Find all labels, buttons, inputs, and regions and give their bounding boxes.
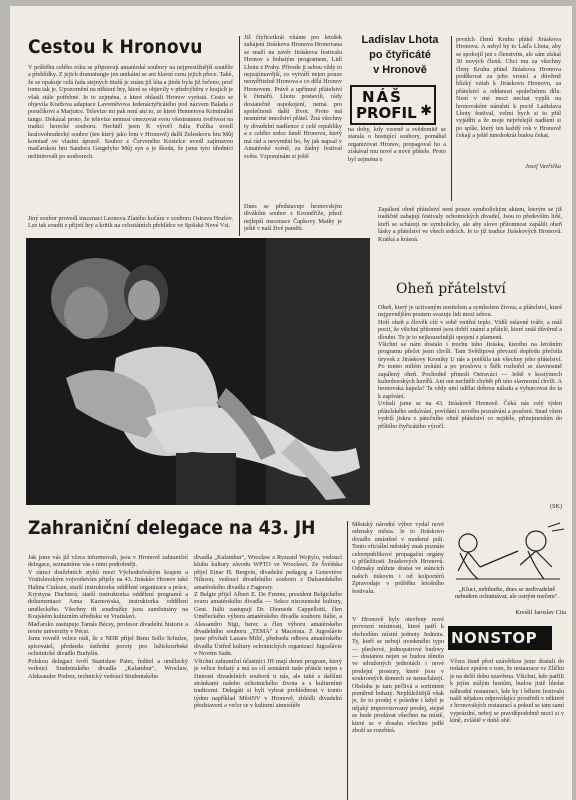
star-icon: ✱ <box>420 103 432 119</box>
vertical-divider-1 <box>239 36 240 236</box>
fire-intro: Zapálení ohně přátelství není pouze symbolickým aktem, kterým se již tradičně zahajují festivaly ochotnických divadel, Jsou to především lidé, kteří se scházejí ne symbolicky, ale aby slovo přítomnost zapálili oheň lásky a přátelství ve všech srdcích. Je to již tradice Jiráskových Hronovů. Krátká a krásná. <box>378 206 562 243</box>
article-title-cestou: Cestou k Hronovu <box>28 36 203 58</box>
profile-location: v Hronově <box>373 64 427 76</box>
article1-col3: Již čtyřicetkrát vítáme pro letošek zahájení Jiráskova Hronova Hronovana se snaží na závěr Jiráskova festivalu Hronov s bohatým programem, Lidí Lhotu z Prahy. Přivede ji sebou vždy to nejzajímavější, co vytváří nejen pouze neuvěřitelně Hronova a co dělá Hronov Hronovem. Právě a upřímné přátelství k čtenářů. Lhotu postavili, rády dostatečně uspokojení, nemá pro společnosti další život. Proto má nesmírné množství přátel. Žná všechny ty divadelní nadšence z celé republiky a z celého srdce fandí Hronovu, který má rád a nevymění ho, by jak napsal v Amatérské scéně, za žádný festival světa. Vzpomínám si ještě <box>244 34 342 160</box>
logo-line1: NÁŠ <box>362 88 403 106</box>
profile-subtitle: po čtyřicáté <box>369 49 431 61</box>
fire-signature: (SK) <box>549 503 562 510</box>
theatre-photo <box>26 238 370 505</box>
delegation-col2: divadla „Kalambur", Wrocław a Ryszard Wojtylo, vedoucí klubu kultury závodu WPTO ve Wrocławi. Ze Švédska přijel Einar H. Bergvin, divadelní pedagog a Geneviève Nilsson, vedoucí divadelního souboru z Dalsandského amatérského divadla z Fagersty. Z Belgie přijel Albert E. De Frenne, president Belgického svazu amatérského divadla — Sekce nizozemské kultury, Gent. Itálii zastupují Dr. Diomede Cappellotti, člen Uměleckého výboru amatérského divadla souboru Itálie, a Alessandro Nigi, herec a člen výboru amatérského divadelního souboru „TEMA" z Macerata. Z Jugoslávie jsme přivítali Lazara Milić, předsedu odboru amatérského divadla Ústřed kultury ochotnických organizací Jugoslávie v Novém Sadu. Všichni zahraniční účastníci JH mají denní program, který je velice bohatý a má za cíl seznámit naše přátele nejen s činností divadelních souborů u nás, ale také s dalšími stránkami našeho ochotnického života a s kulturními tradicemi. Delegáti si byli vybrat prohlédnout v tomto týdnu například MěstNV v Hronově, zhlédli divadelní představení a večer se v kulturní atmosféře <box>194 554 342 710</box>
fire-title: Oheň přátelství <box>396 281 506 297</box>
nonstop-logo <box>448 626 552 650</box>
article1-col2: Jiný soubor provedl inscenaci Leonova Zlatého kočáru v souboru Ostrava Hrušov. Lze tak soudit z přijetí hry a kritik na celostátních přehlídce ve Spišské Nové Vsi. <box>28 215 233 230</box>
profile-name: Ladislav Lhota <box>361 34 439 46</box>
photo-image <box>26 238 370 505</box>
nonstop-text: Včera tisně před uzávěrkou jsme dostali do redakce zprávu o tom, že restaurace ve Zlíčku je na delší dobu uzavřena. Všichni, kdo patřili k jejím stálým hostům, budou jistě hledat náhradní restauraci, kde by i během festivalu našli nějakou odpovídající prostředí v některé z hronovských restaurací a pokud se tam samí vyprázdní, neboj se pravděpodobně moci si v kině, zvláště v době obě. <box>450 658 564 725</box>
article1-col3b: Dnes se představuje hronovským divákům soubor z Kroměříže, jehož nejlepší inscenace Čapkovy Matky je ještě v naší živé paměti. <box>244 203 342 233</box>
profile-text-right: prvních členů Kruhu přátel Jiráskova Hronova. A nebyl by to Láďa Lhota, aby se spokojil jen s členstvím, ale sám získal 30 nových členů. Chci mu za všechny členy Kruhu přátel Jiráskova Hronova poděkovat za jeho vroucí a důvěrně blízký vztah k Jiráskovu Hronovu, za přátelství a oddanost společnému dílu. Není v mé moci nechat vyplít na hronovském náměstí k poctě Ladislava Lhoty festival, velmi bych si to přál vyjádřit a že moje nejvřelejší nadšení si po spíše, který ten každý rok v Hronově čekají a ještě mnohokrát budou čekat. <box>456 36 561 140</box>
delegation-title: Zahraniční delegace na 43. JH <box>28 517 316 539</box>
nas-profil-logo <box>350 85 436 125</box>
article1-col1: V průběhu celého roku se připravují amatérské soubory na nejprestižnější soutěže a přehlídky. Z jejich dramaturgie jen unikátní se ani hlavní cenu jejich přece. Také, že se opakuje celá řada stejných titulů je znám již léta a jinde byla již řečeno, proč tomu tak je. Upozornění na některé hry, které se objevily v předvýběru v krajích je však stále potřebné. Je to zejména, z které ohlasili Hronov vyrůstá. Cesto se objevila Kraftova adaptace Lavreněvova Jedenáctyřicátého pod názvem Balada o poručíkovi a Marjutce. Televize mi pak není ani to, ze které Hennetova Kriminální tango. Dokázal proto, že televize nemusí omezovat svou všestrannou tvořivost na tradici herecké souboru. Nechtěl jsem K výročí Julia Fučíka uvedl kralovohradecký soubor (ten který jako loni v Hronově) další Zelenkovu hru Můj komisař ve vlastní úpravě. Soubor z Červeného Kostelce uvedl zajímavou maďarskou hru Sandora Gergelyho Můj syn a je škoda, že jsme tyto úředníci nežinirovali po souborech. <box>28 64 233 160</box>
fire-text: Oheň, který je uctivaným nositelem a symbolem života, a přátelství, které nejpevnějším poutem svazuje lidi mezi sebou. Hoří oheň a člověk cítí v sobě vnitřní teplo. Vidíš oslavné tváře, a máš pocit, že všichni přítomní jsou dobří známí a přátelé, které znáš důvěrně a dlouho. To je to nejkouzelnější opojení z plamenů. Všichni se nám dostalo i trochu toho Jiráska, kterého na letošním programu přečet jsem chvíli. Tam Světlipová převzetí dopředu přečetla úryvek z Jiráskovy Kroniky U nás a potěšila tak všechny jeho přátelství. Po tomto milém uvítání a po proslovu s Štěk rozhořel se slavnostně zapálený oheň. Pochodně přinesli Ostraváci — Ještě v kostýmech kulnohorských havířů. Ani oni nechtěli chybět při této slavnostní chvíli. A hronovská kapela? Ta vždy umí udělat dobrou náladu a vyburcovat do ta k zapívání. Uvítali jsme se na 43. Jiráskově Hronově. Čeká nás celý týden přátelského setkávání, povídání i nového poznávání a poučení. Snad všem vydrží jiskra z pátečního ohně přátelství co nejdéle, přinejmenším do příštího čtyřicátého výročí. <box>378 304 562 430</box>
profile-text-left: na doby, kdy vzorně a svědomitě se starala o hostující soubory, pomáhal organizovat Hronov, propagoval ho a získával mu nové a nové přátele. Proto byl zejména z <box>348 126 446 163</box>
delegation-col1: Jak jsme vás již včera informovali, jsou v Hronově zahraniční delegace, seznamíme vás s nimi podrobněji. V rámci družebních styků mezi Východočeským krajem a Vratislavským vojvodstvím přijely na 43. Jiráskův Hronov také Halina Ciuksze, starší instruktorka oddělení organizace a práce, Krystyna Duchterá, starší instruktorka oddělení programů a dokumentace Anna Kaznowská, instruktorka oddělení uměleckého. Všechny tři soudružky jsou zaměstnány na Krajském kulturním středisku ve Vratislavi. Maďarsko zastupuje Tamás Bécsy, profesor divadelní historie a teorie univerzity v Pécsi. Jsme rovněž velice rádi, že z NDR přijel Benu Sollo Schulze, spisovatel, předseda ústřední poroty pro lužickosrbské ochotnické divadlo Budyšín. Polskou delegaci tvoří Stanisław Pater, ředitel a umělecký vedoucí Studentského divadla „Kalambur", Wrocław, Aleksander Podrez, technický vedoucí Studentského <box>28 554 188 680</box>
profile-signature: Josef Vavřička <box>525 163 561 170</box>
cartoon-illustration <box>448 521 566 583</box>
logo-line2: PROFIL <box>356 104 417 122</box>
vertical-divider-3 <box>347 521 348 800</box>
vertical-divider-2 <box>451 36 452 201</box>
mid-bottom-col2: V Hronově byly otevřeny nové provozní místnosti, které patří k obchodům místní jednoty Jednota. Ty, kteří se nebojí uvedeného typu — plechové, jednopatrové budovy — dostanou nejen se budou těmito ve sdružených jednotách i nové prodejní prostory, které jsou v soukromých domech se nenacházejí. Obsluha je tam pečlivá a sortiment poměrně bohatý. Nejdůležitější však je, že to prodej v poledne i když je nějaký improvizovaný prodej, stejně se bude prodávat všechno na místě, které se v dosahu všechno jedlé zboží se rozebírá. <box>352 616 444 735</box>
cartoon-credit: Kreslil Jaroslav Cita <box>515 609 566 616</box>
cartoon-caption: „Kluci, nebihněte, dnes se nedivadelně nebudem ochutnávat, ale ostrým mečem". <box>455 586 559 601</box>
newspaper-page <box>10 6 572 800</box>
nonstop-logo-text: NONSTOP <box>451 629 538 647</box>
mid-bottom-col1: Městský národní výbor vydal nové odznaky města. Je to Jiráskovo divadlo umístěné v moderní poli. Tento oficiální městský znak poznáte celorepublikové propagační orgány u příležitosti Jiráskových Hronovů. Odznaky můžete dostat ve stáncích našich tiskovin i od kolportérů Zpravodaje v průběhu letošního festivalu. <box>352 521 444 595</box>
